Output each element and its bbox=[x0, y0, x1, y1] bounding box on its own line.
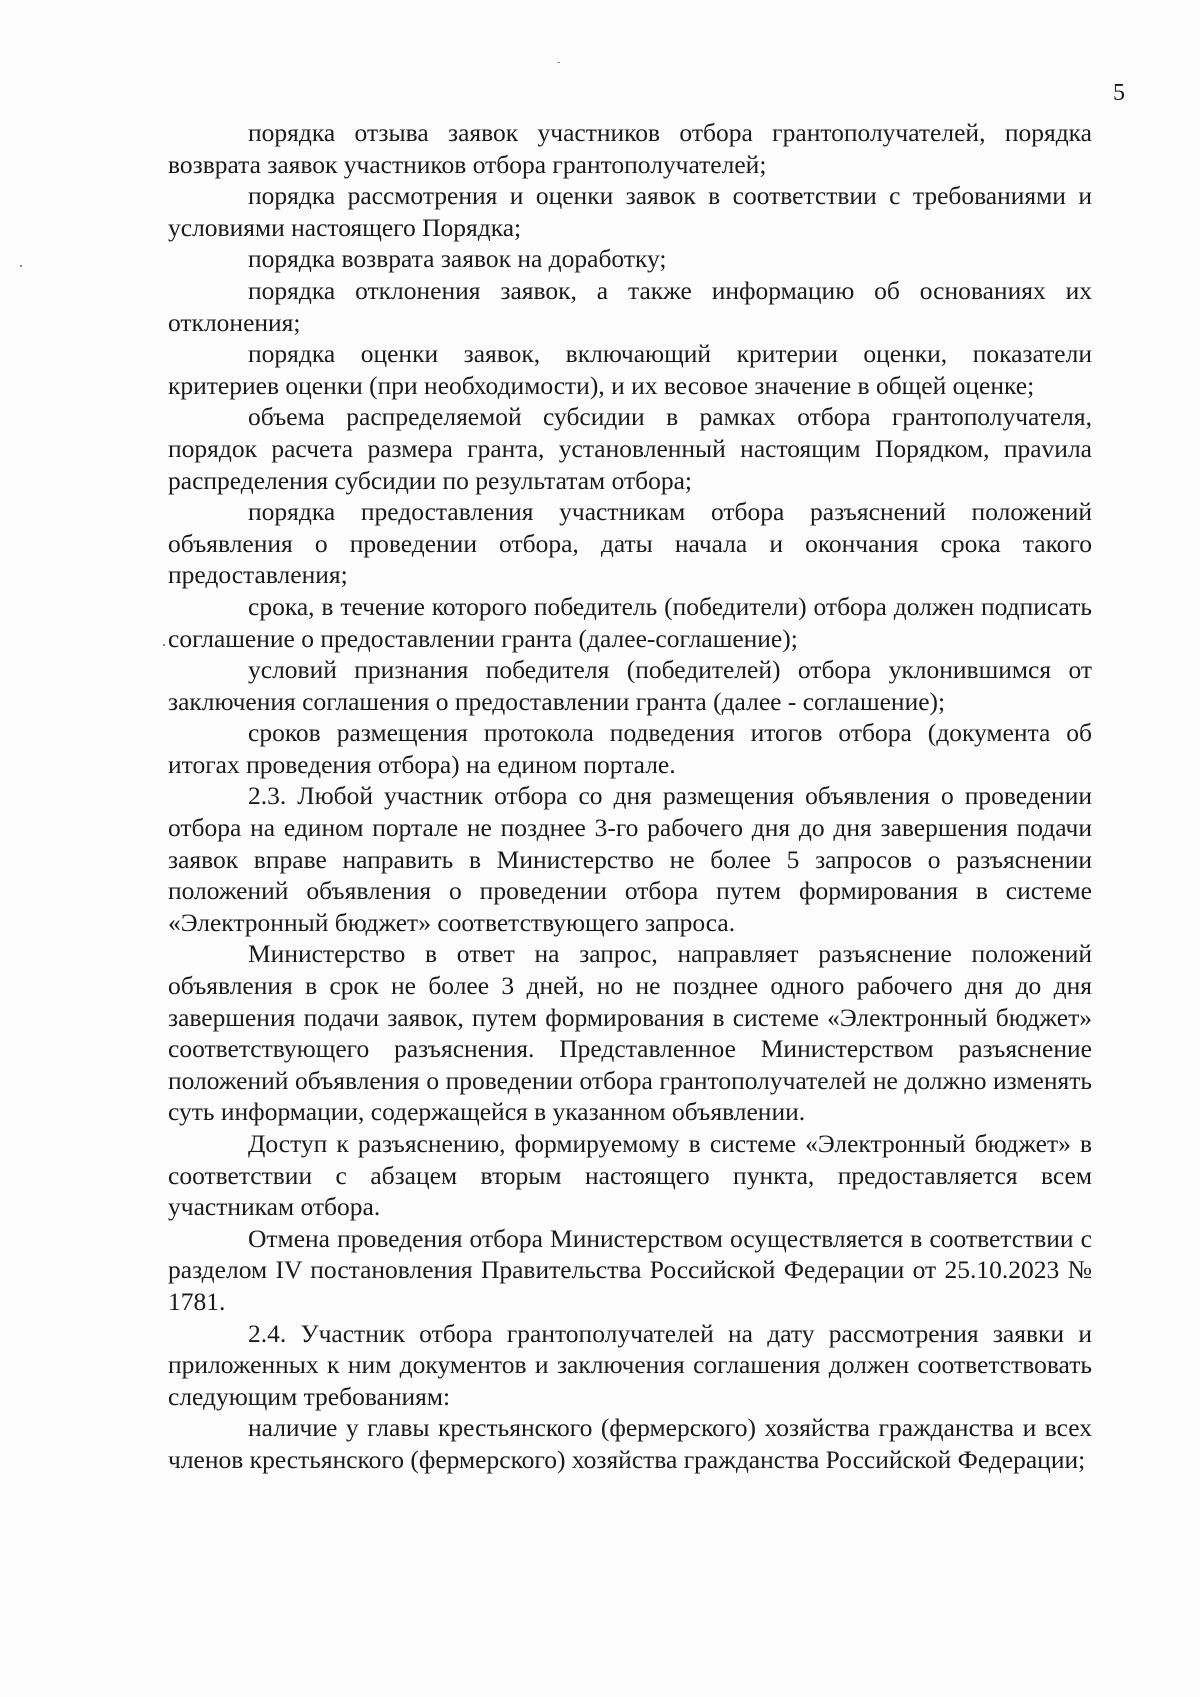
paragraph: порядка оценки заявок, включающий критерии оценки, показатели критериев оценки (при необходимости), и их весовое значение в общей оценке; bbox=[168, 339, 1092, 400]
paragraph: порядка рассмотрения и оценки заявок в соответствии с требованиями и условиями настоящего Порядка; bbox=[168, 181, 1092, 242]
scan-speck bbox=[557, 62, 560, 63]
page-number: 5 bbox=[1113, 80, 1125, 106]
paragraph: объема распределяемой субсидии в рамках отбора грантополучателя, порядок расчета размера гранта, установленный настоящим Порядком, праvила распределения субсидии по результатам отбора; bbox=[168, 402, 1092, 495]
paragraph-section-2-3: 2.3. Любой участник отбора со дня размещения объявления о проведении отбора на едином портале не позднее 3-го рабочего дня до дня завершения подачи заявок вправе направить в Министерство не более 5 запросов о разъяснении положений объявления о проведении отбора путем формирования в системе «Электронный бюджет» соответствующего запроса. bbox=[168, 781, 1092, 937]
document-body bbox=[168, 117, 1092, 1476]
paragraph: порядка предоставления участникам отбора разъяснений положений объявления о проведении отбора, даты начала и окончания срока такого предоставления; bbox=[168, 497, 1092, 590]
scan-speck bbox=[20, 265, 22, 267]
paragraph-section-2-4: 2.4. Участник отбора грантополучателей на дату рассмотрения заявки и приложенных к ним документов и заключения соглашения должен соответствовать следующим требованиям: bbox=[168, 1318, 1092, 1411]
paragraph: срока, в течение которого победитель (победители) отбора должен подписать соглашение о предоставлении гранта (далее-соглашение); bbox=[168, 591, 1092, 653]
paragraph: Доступ к разъяснению, формируемому в системе «Электронный бюджет» в соответствии с абзацем вторым настоящего пункта, предоставляется всем участникам отбора. bbox=[168, 1129, 1092, 1222]
paragraph: порядка отзыва заявок участников отбора грантополучателей, порядка возврата заявок участников отбора грантополучателей; bbox=[168, 118, 1092, 179]
paragraph: Отмена проведения отбора Министерством осуществляется в соответствии с разделом IV постановления Правительства Российской Федерации от 25.10.2023 № 1781. bbox=[168, 1223, 1092, 1316]
paragraph: сроков размещения протокола подведения итогов отбора (документа об итогах проведения отбора) на едином портале. bbox=[168, 718, 1092, 779]
paragraph: порядка отклонения заявок, а также информацию об основаниях их отклонения; bbox=[168, 275, 1092, 337]
paragraph: Министерство в ответ на запрос, направляет разъяснение положений объявления в срок не более 3 дней, но не позднее одного рабочего дня до дня завершения подачи заявок, путем формирования в системе «Электронный бюджет» соответствующего разъяснения. Представленное Министерством разъяснение положений объявления о проведении отбора грантополучателей не должно изменять суть информации, содержащейся в указанном объявлении. bbox=[168, 939, 1092, 1127]
paragraph: порядка возврата заявок на доработку; bbox=[248, 244, 667, 274]
scan-speck bbox=[163, 644, 165, 646]
paragraph: наличие у главы крестьянского (фермерского) хозяйства гражданства и всех членов крестьянского (фермерского) хозяйства гражданства Российской Федерации; bbox=[168, 1413, 1092, 1474]
paragraph: условий признания победителя (победителей) отбора уклонившимся от заключения соглашения о предоставлении гранта (далее - соглашение); bbox=[168, 655, 1092, 716]
